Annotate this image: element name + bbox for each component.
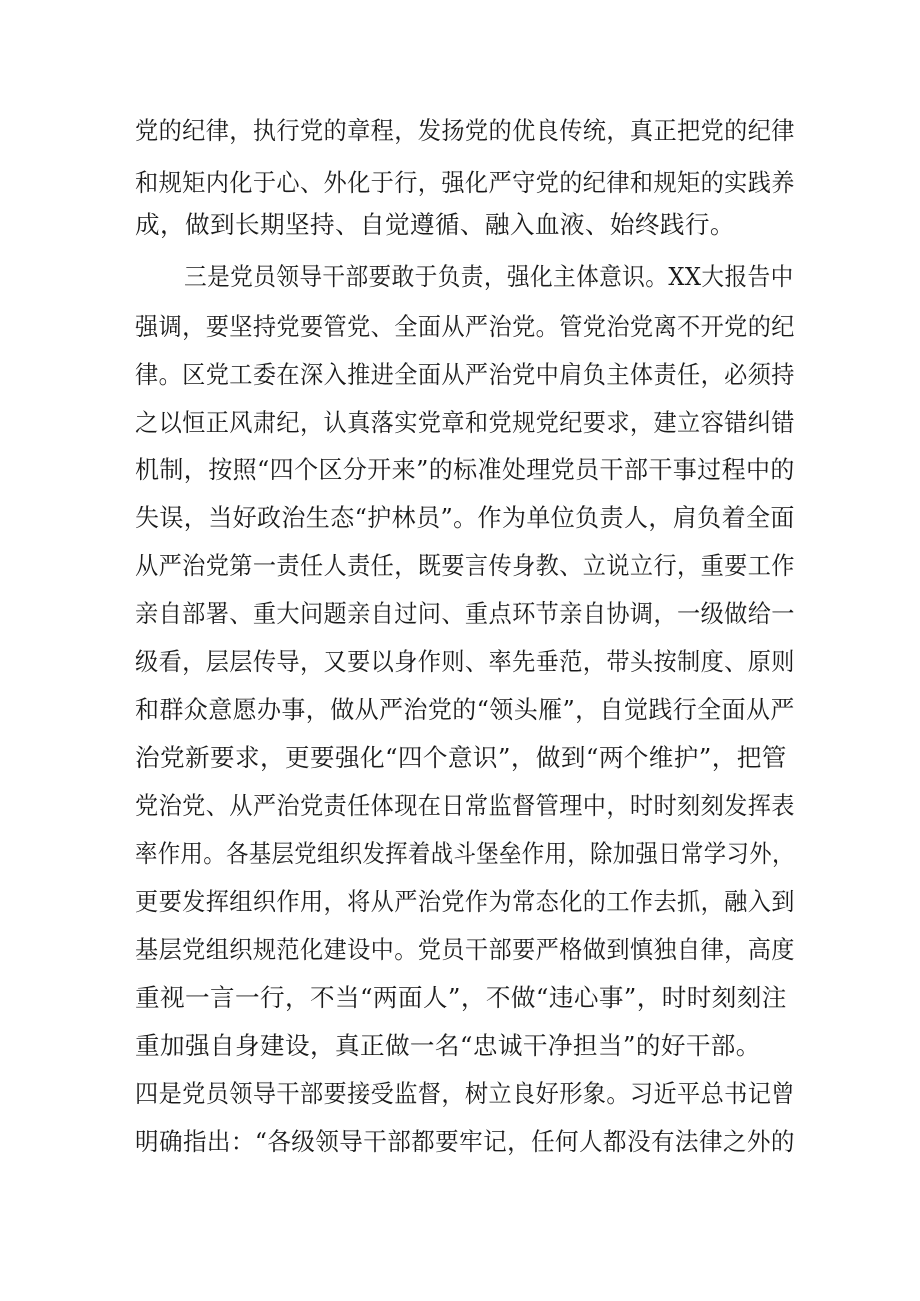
text-line: 强调，要坚持党要管党、全面从严治党。管党治党离不开党的纪: [135, 312, 795, 341]
paragraph-start-line: 四是党员领导干部要接受监督，树立良好形象。习近平总书记曾: [135, 1079, 795, 1108]
text-line: 党治党、从严治党责任体现在日常监督管理中，时时刻刻发挥表: [135, 791, 795, 820]
text-line: 之以恒正风肃纪，认真落实党章和党规党纪要求，建立容错纠错: [135, 408, 795, 437]
text-line: 基层党组织规范化建设中。党员干部要严格做到慎独自律，高度: [135, 935, 795, 964]
text-line: 治党新要求，更要强化“四个意识”，做到“两个维护”，把管: [135, 743, 787, 772]
text-line: 律。区党工委在深入推进全面从严治党中肩负主体责任，必须持: [135, 360, 795, 389]
text-line: 成，做到长期坚持、自觉遵循、融入血液、始终践行。: [135, 210, 735, 239]
text-line: 重视一言一行，不当“两面人”，不做“违心事”，时时刻刻注: [135, 983, 787, 1012]
text-line: 机制，按照“四个区分开来”的标准处理党员干部干事过程中的: [135, 455, 795, 484]
text-line: 从严治党第一责任人责任，既要言传身教、立说立行，重要工作: [135, 551, 795, 580]
text-line: 和规矩内化于心、外化于行，强化严守党的纪律和规矩的实践养: [135, 168, 795, 197]
text-line: 级看，层层传导，又要以身作则、率先垂范，带头按制度、原则: [135, 647, 795, 676]
text-line: 明确指出：“各级领导干部都要牢记，任何人都没有法律之外的: [135, 1127, 795, 1156]
paragraph-start-line: 三是党员领导干部要敢于负责，强化主体意识。XX大报告中: [184, 262, 794, 291]
text-line: 和群众意愿办事，做从严治党的“领头雁”，自觉践行全面从严: [135, 695, 795, 724]
text-line: 率作用。各基层党组织发挥着战斗堡垒作用，除加强日常学习外，: [135, 839, 795, 868]
text-line: 重加强自身建设，真正做一名“忠诚干净担当”的好干部。: [135, 1031, 761, 1060]
text-line: 亲自部署、重大问题亲自过问、重点环节亲自协调，一级做给一: [135, 599, 795, 628]
text-line: 失误，当好政治生态“护林员”。作为单位负责人，肩负着全面: [135, 503, 795, 532]
text-line: 党的纪律，执行党的章程，发扬党的优良传统，真正把党的纪律: [135, 116, 795, 145]
text-line: 更要发挥组织作用，将从严治党作为常态化的工作去抓，融入到: [135, 887, 795, 916]
